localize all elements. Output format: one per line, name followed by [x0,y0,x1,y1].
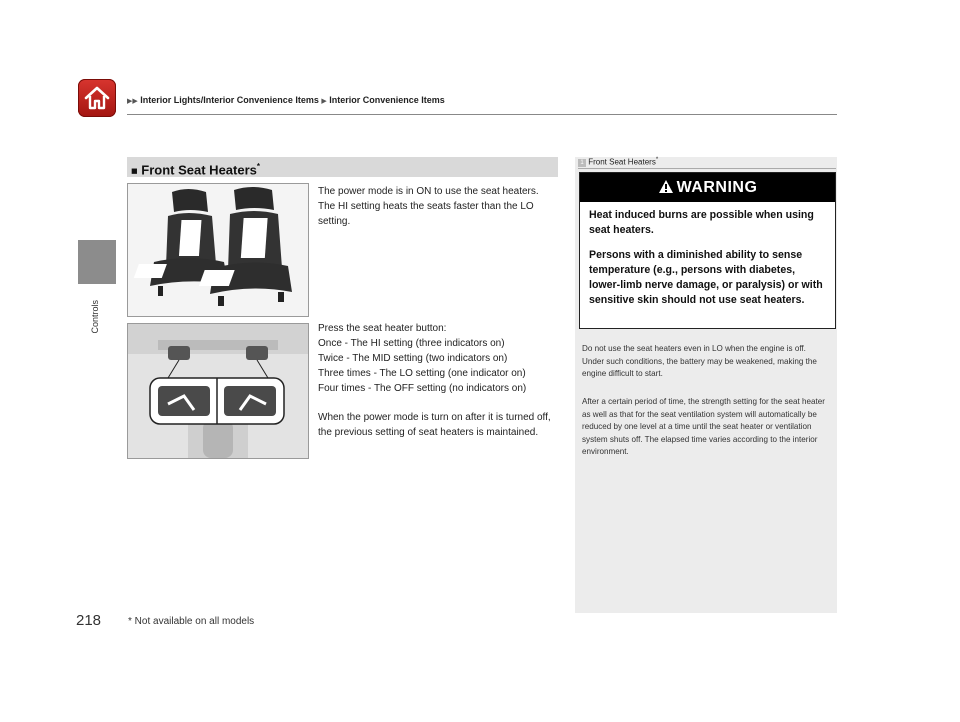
instruction-line: Three times - The LO setting (one indicator on) [318,368,526,379]
note-paragraph: After a certain period of time, the strength setting for the seat heater as well as that for the seat ventilation system will automatically be reduced by one level at a time until the seat heater or ventilation system shuts off. The elapsed time varies according to the interior environment. [582,397,825,456]
instruction-line: Press the seat heater button: [318,323,447,334]
home-icon [83,84,111,112]
breadcrumb [127,95,445,105]
instruction-line: Twice - The MID setting (two indicators on) [318,353,508,364]
warning-text: Persons with a diminished ability to sense temperature (e.g., persons with diabetes, lower-limb nerve damage, or paralysis) or with sensitive skin should not use seat heaters. [589,249,823,306]
page-number: 218 [76,612,102,629]
instruction-line: Once - The HI setting (three indicators on) [318,338,505,349]
warning-box [579,172,836,329]
seat-heater-buttons-illustration [127,323,309,459]
memory-paragraph: When the power mode is turn on after it is turned off, the previous setting of seat heaters is maintained. [318,412,551,438]
section-title [127,157,558,177]
front-seats-illustration [127,183,309,317]
breadcrumb-link-interior-lights[interactable]: Interior Lights/Interior Convenience Items [140,95,319,105]
chevron-right-icon: ▶▶ [127,98,138,105]
warning-triangle-icon [658,179,674,194]
side-note-title-text: Front Seat Heaters [588,157,656,167]
breadcrumb-link-interior-convenience[interactable]: Interior Convenience Items [329,95,445,105]
warning-header [580,173,835,202]
warning-label: WARNING [676,179,758,196]
chapter-label: Controls [90,300,100,334]
section-square-icon: ■ [131,165,138,178]
section-title-text: Front Seat Heaters [141,162,257,178]
warning-text: Heat induced burns are possible when using seat heaters. [589,209,814,236]
chevron-right-icon: ▶ [321,98,327,105]
footnote: * Not available on all models [128,616,255,627]
instructions-block [318,321,558,440]
reference-number-icon: 1 [578,159,586,167]
asterisk: * [655,157,659,163]
header-divider [127,114,837,115]
chapter-tab [78,240,116,284]
intro-paragraph: The power mode is in ON to use the seat heaters. The HI setting heats the seats faster than the LO setting. [318,186,539,227]
asterisk: * [256,162,260,171]
note-paragraph: Do not use the seat heaters even in LO when the engine is off. Under such conditions, the battery may be weakened, making the engine difficult to start. [582,344,817,378]
home-button[interactable] [78,79,116,117]
side-note-divider [578,168,836,169]
instruction-line: Four times - The OFF setting (no indicators on) [318,383,527,394]
side-note-title [578,157,658,167]
